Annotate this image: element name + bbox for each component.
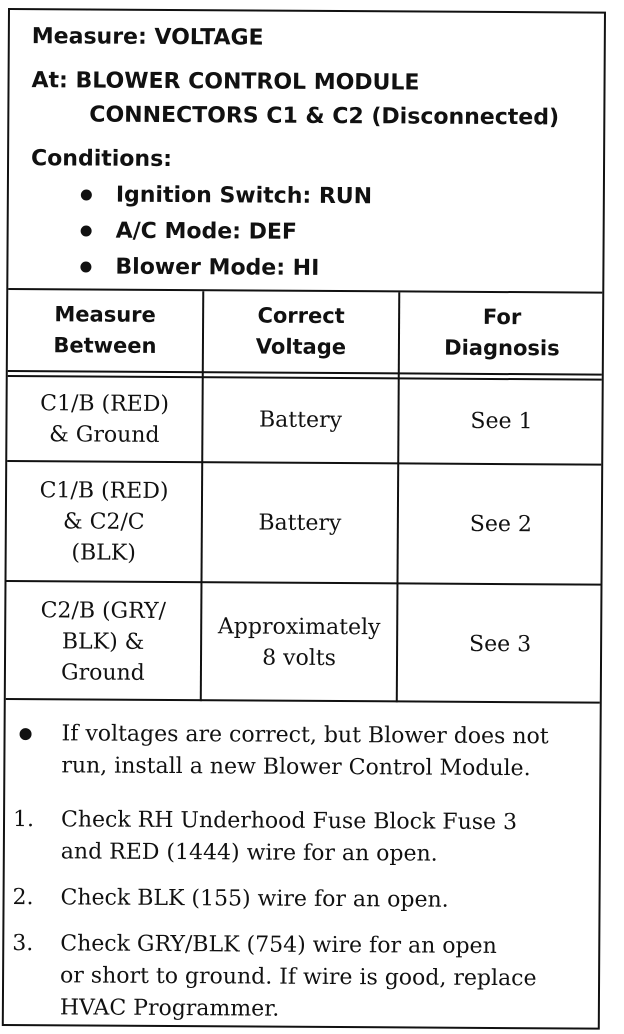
bullet-icon	[20, 728, 32, 740]
cell-text: See 1	[470, 408, 533, 435]
test-header	[8, 10, 604, 292]
cell-text: 8 volts	[262, 645, 337, 672]
header-text: Voltage	[255, 334, 347, 360]
cell-text: C1/B (RED)	[39, 477, 169, 504]
table-cell-voltage	[203, 378, 398, 462]
cell-text: Battery	[258, 407, 343, 434]
table-cell-voltage	[202, 583, 397, 702]
header-text: Measure	[54, 302, 156, 327]
header-text: For	[482, 304, 522, 330]
cell-text: & C2/C	[62, 508, 145, 535]
note-item	[12, 882, 584, 917]
condition-item	[81, 218, 297, 244]
condition-item	[80, 254, 319, 280]
note-text: Check BLK (155) wire for an open.	[60, 885, 449, 913]
table-cell-between	[6, 582, 201, 701]
cell-text: See 3	[468, 631, 532, 657]
location-line-2: CONNECTORS C1 & C2 (Disconnected)	[89, 102, 560, 131]
note-text: HVAC Programmer.	[59, 995, 280, 1022]
note-text: and RED (1444) wire for an open.	[60, 839, 438, 867]
note-item	[13, 718, 585, 785]
table-cell-voltage	[203, 463, 398, 582]
conditions-label: Conditions:	[31, 146, 173, 173]
note-item	[12, 928, 585, 1027]
note-marker: 2.	[12, 885, 34, 911]
column-header-correct-voltage	[204, 291, 398, 372]
bullet-icon	[80, 261, 91, 272]
cell-text: & Ground	[49, 421, 160, 448]
note-text: Check RH Underhood Fuse Block Fuse 3	[60, 807, 518, 836]
location-line-1: At: BLOWER CONTROL MODULE	[31, 68, 420, 96]
note-item	[13, 804, 585, 871]
header-text: Correct	[257, 303, 345, 329]
note-marker: 1.	[12, 807, 35, 833]
table-cell-diagnosis	[398, 464, 603, 583]
cell-text: C1/B (RED)	[40, 390, 170, 417]
column-header-measure-between	[8, 290, 202, 371]
note-text: or short to ground. If wire is good, replace	[60, 963, 537, 992]
column-header-for-diagnosis	[400, 292, 604, 373]
cell-text: C2/B (GRY/	[40, 597, 167, 624]
measurement-table	[6, 288, 603, 704]
table-cell-between	[7, 462, 202, 581]
note-text: If voltages are correct, but Blower does not	[61, 721, 549, 750]
measure-title: Measure: VOLTAGE	[31, 24, 264, 51]
table-cell-diagnosis	[399, 379, 604, 463]
cell-text: BLK) &	[61, 628, 145, 655]
diagnostic-card	[2, 8, 606, 1030]
diagnosis-notes	[4, 698, 600, 1034]
note-text: run, install a new Blower Control Module.	[61, 753, 531, 782]
table-cell-between	[7, 377, 202, 461]
cell-text: Ground	[60, 659, 145, 686]
condition-text: Blower Mode: HI	[115, 254, 320, 281]
table-cell-diagnosis	[398, 584, 603, 703]
cell-text: Approximately	[217, 614, 381, 641]
note-text: Check GRY/BLK (754) wire for an open	[60, 931, 497, 960]
note-marker: 3.	[12, 931, 34, 957]
bullet-icon	[81, 225, 92, 236]
cell-text: See 2	[469, 511, 532, 537]
cell-text: (BLK)	[71, 539, 136, 566]
bullet-icon	[81, 189, 92, 200]
condition-item	[81, 182, 372, 209]
header-text: Between	[53, 333, 157, 358]
condition-text: A/C Mode: DEF	[115, 218, 298, 245]
header-text: Diagnosis	[444, 335, 560, 361]
condition-text: Ignition Switch: RUN	[115, 182, 373, 210]
cell-text: Battery	[258, 510, 342, 536]
note-marker	[13, 718, 61, 782]
